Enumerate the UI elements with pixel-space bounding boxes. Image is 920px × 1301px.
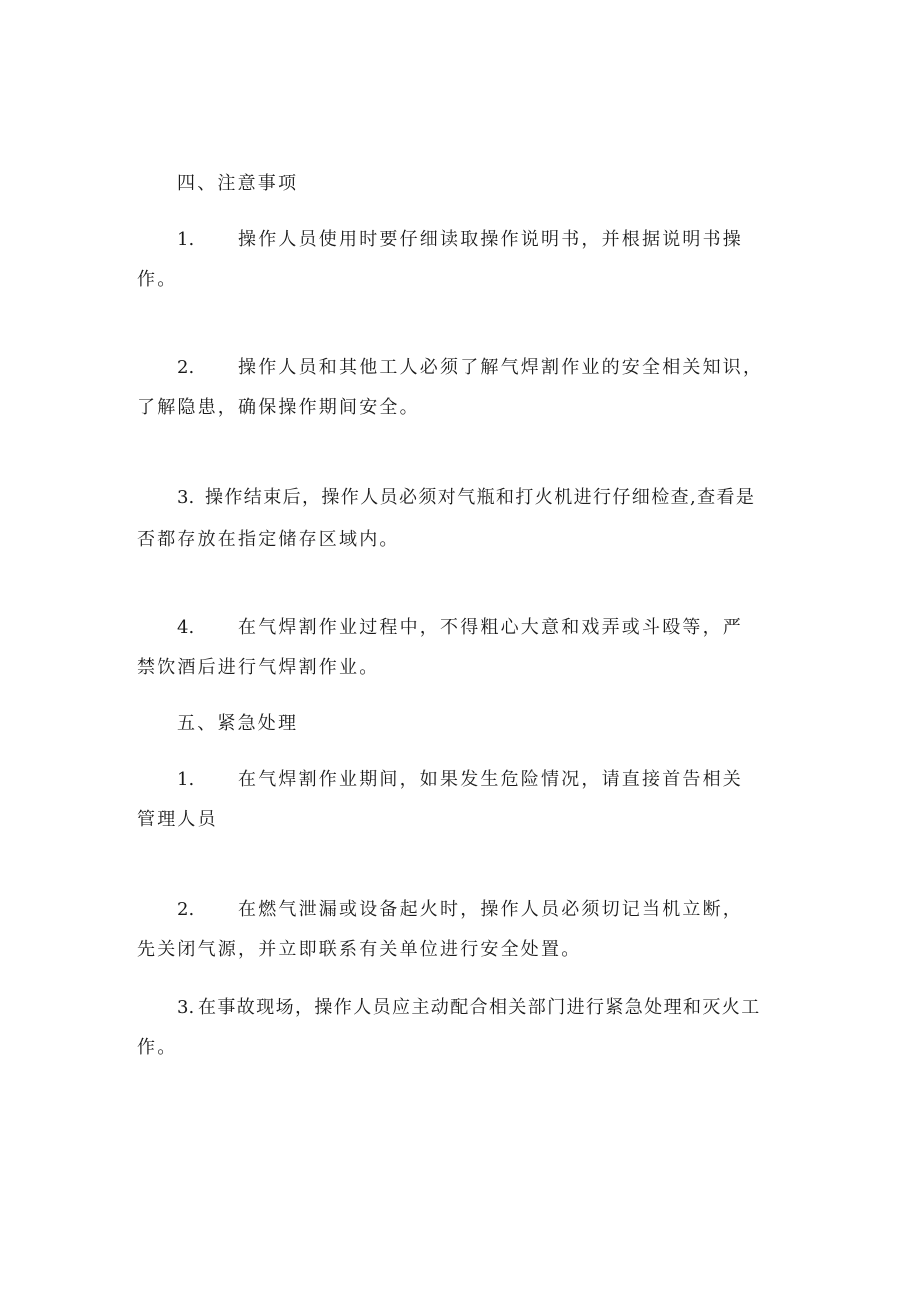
item-number: 1.	[177, 769, 195, 790]
item-number: 1.	[177, 229, 195, 250]
item-text-continuation: 禁饮酒后进行气焊割作业。	[137, 657, 380, 678]
item-text-line: 在燃气泄漏或设备起火时，操作人员必须切记当机立断，	[238, 899, 743, 920]
item-number: 3.	[177, 997, 195, 1018]
item-text-line: 操作人员使用时要仔细读取操作说明书，并根据说明书操	[238, 229, 743, 250]
item-text-continuation: 先关闭气源，并立即联系有关单位进行安全处置。	[137, 939, 582, 960]
item-text-line: 在气焊割作业期间，如果发生危险情况，请直接首告相关	[238, 769, 743, 790]
item-text-line: 在事故现场，操作人员应主动配合相关部门进行紧急处理和灭火工	[198, 997, 761, 1018]
item-text-continuation: 管理人员	[137, 809, 218, 830]
item-text-continuation: 否都存放在指定储存区域内。	[137, 529, 400, 550]
item-number: 2.	[177, 357, 195, 378]
item-text-line: 操作结束后，操作人员必须对气瓶和打火机进行仔细检查,查看是	[205, 487, 756, 508]
item-text-continuation: 了解隐患，确保操作期间安全。	[137, 397, 420, 418]
item-text-line: 操作人员和其他工人必须了解气焊割作业的安全相关知识，	[238, 357, 764, 378]
section-heading-notes: 四、注意事项	[177, 173, 299, 194]
section-heading-emergency: 五、紧急处理	[177, 713, 299, 734]
item-number: 4.	[177, 617, 195, 638]
item-text-continuation: 作。	[137, 1037, 178, 1058]
item-text-line: 在气焊割作业过程中，不得粗心大意和戏弄或斗殴等，严	[238, 617, 743, 638]
item-number: 2.	[177, 899, 195, 920]
item-number: 3.	[177, 487, 195, 508]
item-text-continuation: 作。	[137, 269, 178, 290]
